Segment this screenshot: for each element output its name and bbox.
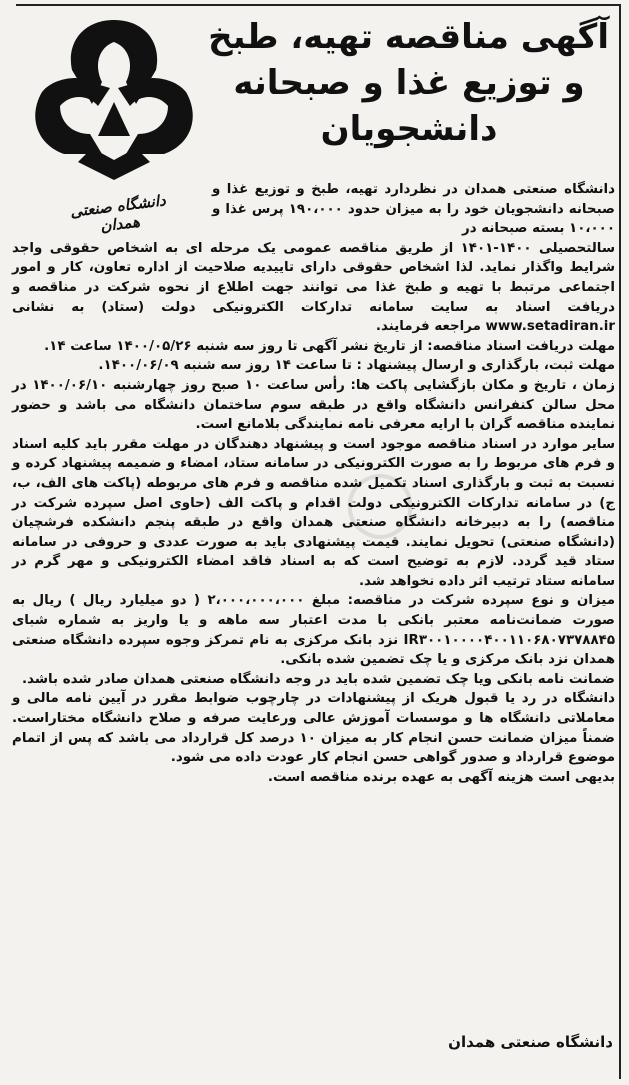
watermark: ◯ (344, 465, 416, 539)
title-line-3: دانشجویان (320, 109, 498, 149)
logo-caption: دانشگاه صنعتی همدان (69, 191, 167, 236)
participation-end: مراجعه فرمایند. (375, 319, 481, 335)
notice-title (209, 14, 609, 152)
notice-body (12, 180, 615, 787)
opening-schedule: زمان ، تاریخ و مکان بازگشایی پاکت ها: رأس ساعت ۱۰ صبح روز چهارشنبه ۱۴۰۰/۰۶/۱۰ در محل سالن کنفرانس دانشگاه واقع در طبقه سوم ساختمان دانشگاه می باشد و حضور نماینده مناقصه گران با ارایه معرفی نامه نمایندگی بلامانع است. (12, 377, 615, 433)
signature: دانشگاه صنعتی همدان (448, 1033, 613, 1051)
other-terms: سایر موارد در اسناد مناقصه موجود است و پیشنهاد دهندگان در مهلت مقرر باید کلیه اسناد و فرم های مربوط را به صورت الکترونیکی در سامانه ستاد، امضاء و ضمیمه پیشنهاد کرده و نسبت به ثبت و بارگذاری اسناد تکمیل شده مناقصه و فرم های مربوطه (پاکت های الف، ب، ج) در سامانه تدارکات الکترونیکی دولت اقدام و پاکت الف (حاوی اصل سپرده شرکت در مناقصه) را به دبیرخانه دانشگاه صنعتی همدان واقع در طبقه پنجم دانشکده فرشچیان (دانشگاه صنعتی) تحویل نمایند. قیمت پیشنهادی باید به صورت عددی و حروفی در سامانه ستاد قید گردد. لازم به توضیح است که به اسناد فاقد امضاء الکترونیکی و مهر گرم در سامانه ستاد ترتیب اثر داده نخواهد شد. (12, 436, 615, 589)
top-border (16, 4, 621, 6)
right-border (619, 4, 621, 1079)
participation-paragraph (12, 239, 615, 337)
guarantee-terms: ضمانت نامه بانکی ویا چک تضمین شده باید در وجه دانشگاه صنعتی همدان صادر شده باشد. (22, 671, 615, 687)
intro-paragraph: دانشگاه صنعتی همدان در نظردارد تهیه، طبخ و توزیع غذا و صبحانه دانشجویان خود را به میزان حدود ۱۹۰،۰۰۰ پرس غذا و ۱۰،۰۰۰ بسته صبحانه در (212, 182, 615, 237)
title-line-1: آگهی مناقصه تهیه، طبخ (208, 17, 609, 57)
rights-terms: دانشگاه در رد یا قبول هریک از پیشنهادات در چارچوب ضوابط مقرر در آیین نامه مالی و معاملاتی دانشگاه ها و موسسات آموزش عالی ورعایت صرفه و صلاح دانشگاه مختاراست. ضمناً میزان ضمانت حسن انجام کار به میزان ۱۰ درصد کل قرارداد می باشد که پس از اتمام موضوع قرارداد و صدور گواهی حسن انجام کار عودت داده می شود. (12, 691, 615, 766)
advert-cost: بدیهی است هزینه آگهی به عهده برنده مناقصه است. (267, 769, 615, 785)
logo-emblem-icon (14, 12, 214, 202)
submission-deadline: مهلت ثبت، بارگذاری و ارسال پیشنهاد : تا ساعت ۱۴ روز سه شنبه ۱۴۰۰/۰۶/۰۹. (98, 358, 615, 374)
title-line-2: و توزیع غذا و صبحانه (233, 63, 585, 103)
website-link[interactable]: www.setadiran.ir (485, 319, 615, 335)
participation-text: سالتحصیلی ۱۴۰۰-۱۴۰۱ از طریق مناقصه عمومی یک مرحله ای به اشخاص حقوقی واجد شرایط واگذار نماید. لذا اشخاص حقوقی دارای تاییدیه صلاحیت از اداره تعاون، کار و امور اجتماعی مرتبط با تهیه و طبخ غذا می توانند جهت اطلاع از نحوه شرکت در مناقصه و دریافت اسناد به سایت سامانه تدارکات الکترونیکی دولت (ستاد) به نشانی (12, 240, 616, 315)
documents-deadline: مهلت دریافت اسناد مناقصه: از تاریخ نشر آگهی تا روز سه شنبه ۱۴۰۰/۰۵/۲۶ ساعت ۱۴. (44, 338, 615, 354)
deposit-terms: میزان و نوع سپرده شرکت در مناقصه: مبلغ ۲،۰۰۰،۰۰۰،۰۰۰ ( دو میلیارد ریال ) ریال به صورت ضمانت‌نامه معتبر بانکی با مدت اعتبار سه ماهه و یا واریز به شماره شبای IR۳۰۰۱۰۰۰۰۴۰۰۱۱۰۶۸۰۷۳۷۸۸۴۵ نزد بانک مرکزی به نام تمرکز وجوه سپرده دانشگاه صنعتی همدان نزد بانک مرکزی و یا چک تضمین شده بانکی. (12, 593, 615, 668)
